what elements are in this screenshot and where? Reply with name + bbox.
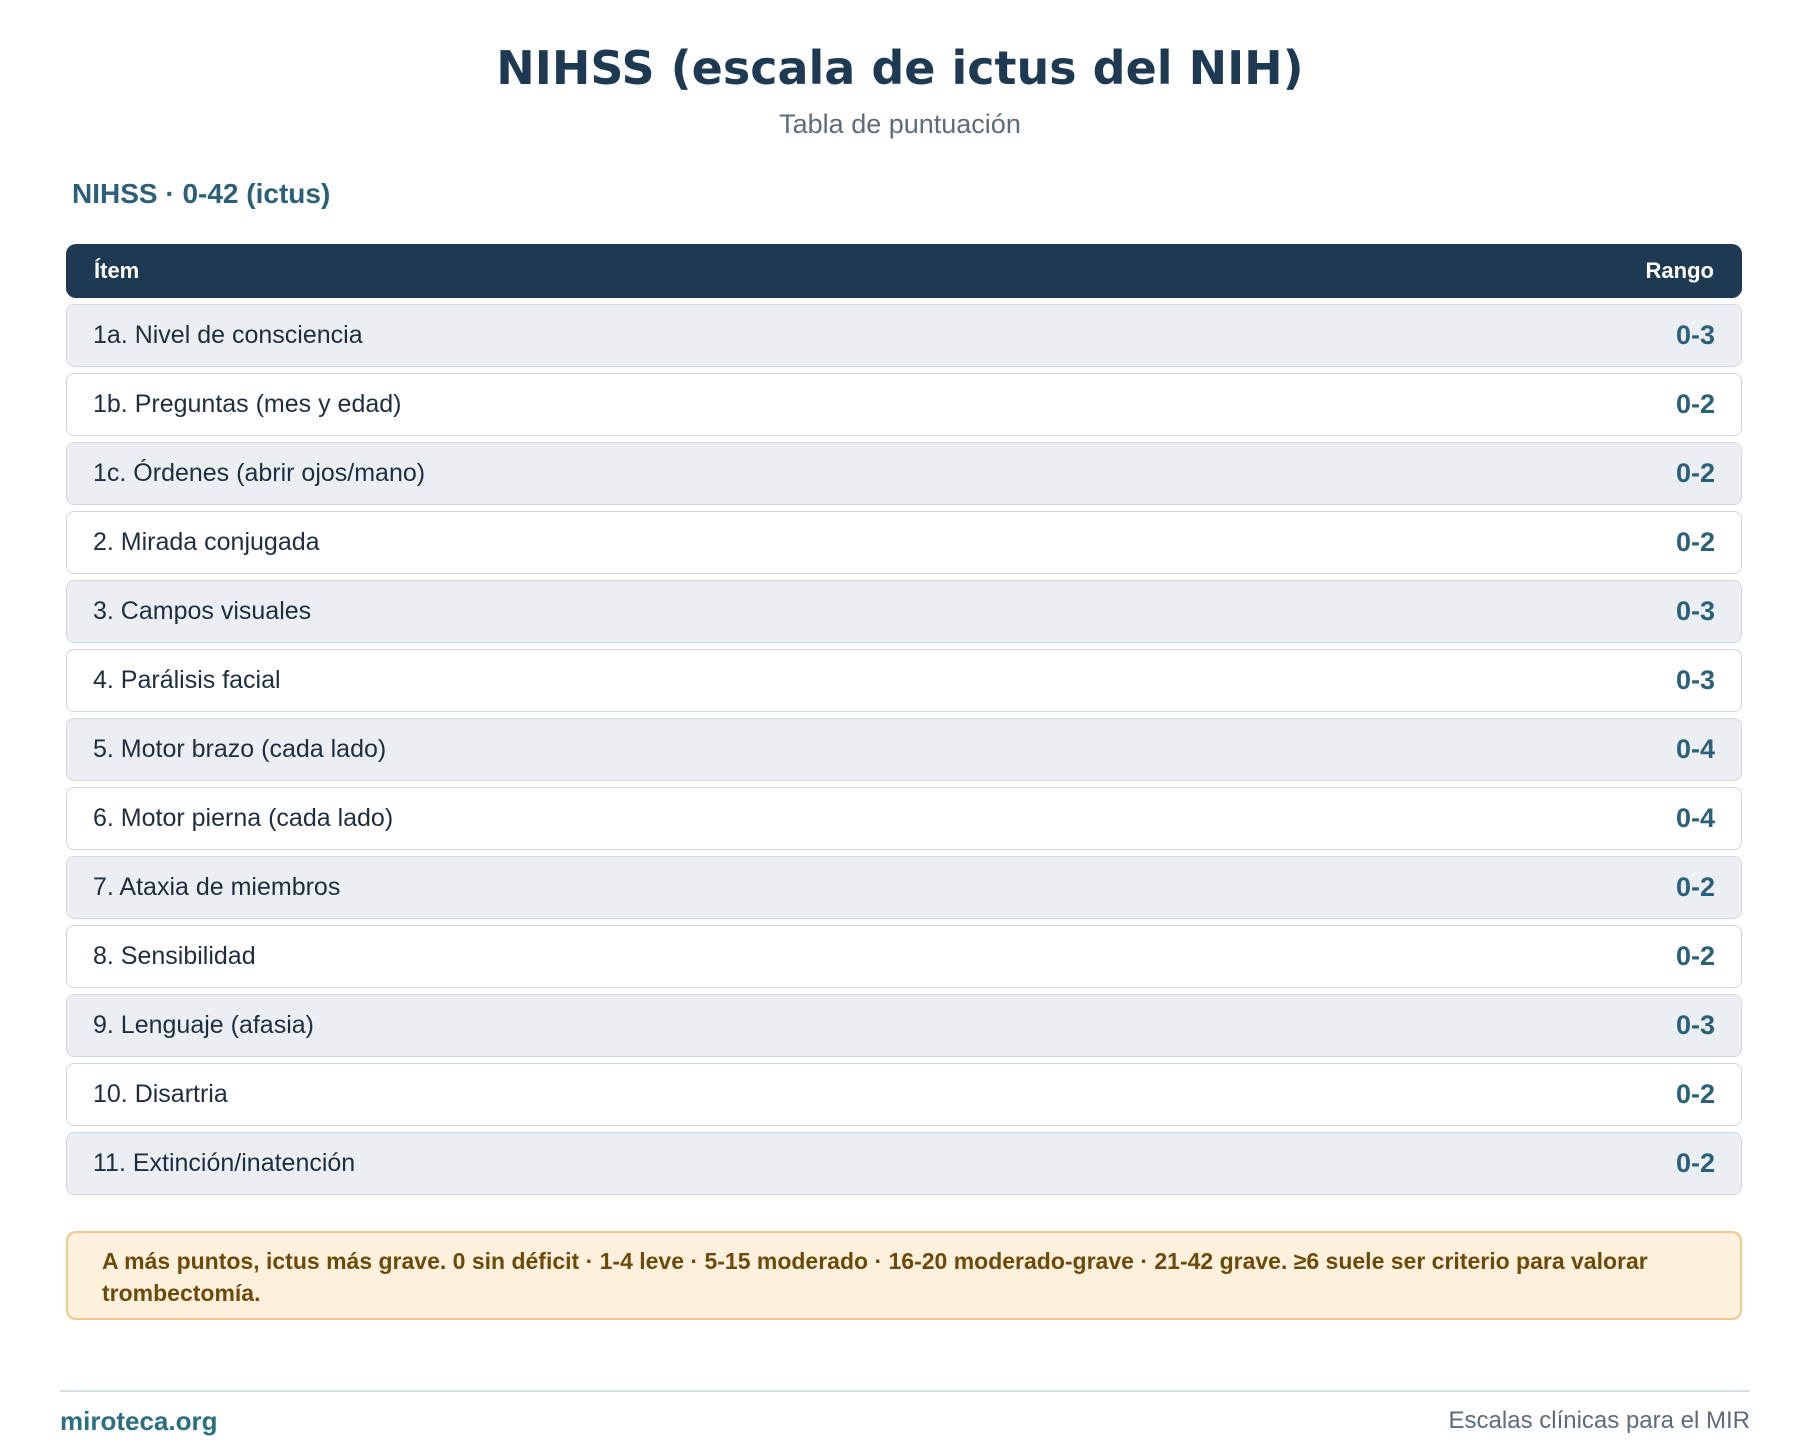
row-item: 10. Disartria bbox=[93, 1080, 228, 1108]
row-range: 0-2 bbox=[1675, 527, 1715, 557]
column-header-item: Ítem bbox=[94, 258, 140, 283]
row-item: 4. Parálisis facial bbox=[93, 666, 281, 694]
column-header-range: Rango bbox=[1645, 258, 1714, 283]
row-range: 0-3 bbox=[1675, 596, 1715, 626]
page-title: NIHSS (escala de ictus del NIH) bbox=[496, 41, 1304, 95]
row-range: 0-2 bbox=[1675, 1079, 1715, 1109]
row-item: 6. Motor pierna (cada lado) bbox=[93, 804, 394, 832]
row-range: 0-3 bbox=[1675, 320, 1715, 350]
row-item: 1a. Nivel de consciencia bbox=[93, 321, 363, 349]
scoring-table bbox=[66, 244, 1742, 1201]
table-row bbox=[66, 718, 1742, 781]
table-row bbox=[66, 304, 1742, 367]
table-row bbox=[66, 442, 1742, 505]
table-row bbox=[66, 1063, 1742, 1126]
row-item: 2. Mirada conjugada bbox=[93, 528, 320, 556]
table-row bbox=[66, 511, 1742, 574]
row-range: 0-2 bbox=[1675, 941, 1715, 971]
table-row bbox=[66, 994, 1742, 1057]
row-item: 5. Motor brazo (cada lado) bbox=[93, 735, 387, 763]
table-row bbox=[66, 373, 1742, 436]
row-range: 0-2 bbox=[1675, 389, 1715, 419]
table-row bbox=[66, 925, 1742, 988]
table-row bbox=[66, 787, 1742, 850]
footer-tagline: Escalas clínicas para el MIR bbox=[1448, 1407, 1750, 1434]
row-range: 0-2 bbox=[1675, 872, 1715, 902]
row-range: 0-2 bbox=[1675, 1148, 1715, 1178]
row-range: 0-4 bbox=[1675, 734, 1715, 764]
row-range: 0-3 bbox=[1675, 665, 1715, 695]
table-body bbox=[66, 304, 1742, 1195]
row-item: 3. Campos visuales bbox=[93, 597, 312, 625]
table-row bbox=[66, 856, 1742, 919]
table-header bbox=[66, 244, 1742, 298]
row-item: 7. Ataxia de miembros bbox=[93, 873, 341, 901]
row-item: 1c. Órdenes (abrir ojos/mano) bbox=[93, 459, 426, 487]
table-row bbox=[66, 649, 1742, 712]
section-heading: NIHSS · 0-42 (ictus) bbox=[72, 178, 331, 209]
row-item: 8. Sensibilidad bbox=[93, 942, 256, 970]
row-item: 9. Lenguaje (afasia) bbox=[93, 1011, 314, 1039]
row-range: 0-4 bbox=[1675, 803, 1715, 833]
row-range: 0-3 bbox=[1675, 1010, 1715, 1040]
footer-divider bbox=[60, 1390, 1750, 1392]
table-row bbox=[66, 580, 1742, 643]
page-subtitle: Tabla de puntuación bbox=[779, 109, 1021, 139]
interpretation-note: A más puntos, ictus más grave. 0 sin déficit · 1-4 leve · 5-15 moderado · 16-20 moderado-grave · 21-42 grave. ≥6 suele ser criterio para valorar trombectomía. bbox=[66, 1231, 1742, 1320]
row-range: 0-2 bbox=[1675, 458, 1715, 488]
footer-site-link[interactable]: miroteca.org bbox=[60, 1406, 218, 1436]
table-row bbox=[66, 1132, 1742, 1195]
row-item: 1b. Preguntas (mes y edad) bbox=[93, 390, 402, 418]
row-item: 11. Extinción/inatención bbox=[93, 1149, 356, 1177]
